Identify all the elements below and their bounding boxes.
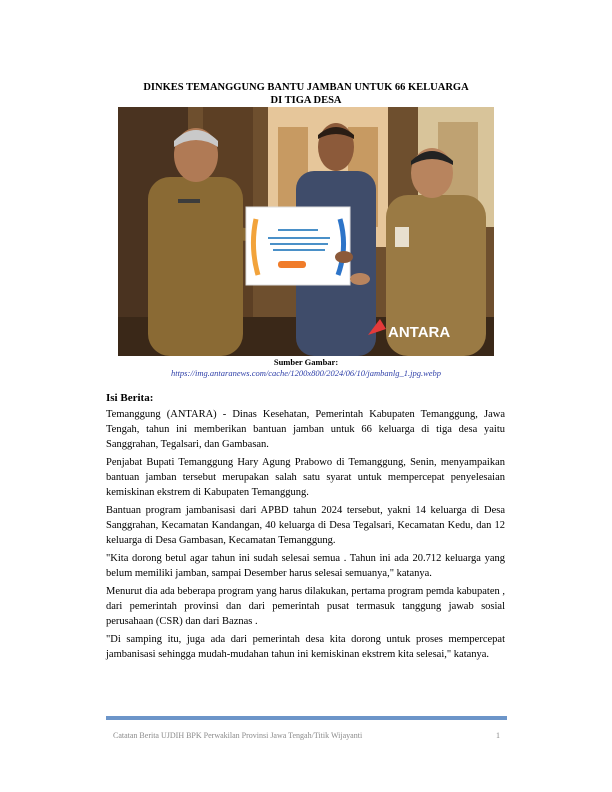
paragraph-3: Bantuan program jambanisasi dari APBD tahun 2024 tersebut, yakni 14 keluarga di Desa Sanggrahan, Kecamatan Kandangan, 40 keluarga di Desa Tegalsari, Kecamatan Kedu, dan 12 keluarga di Desa Gambasan, Kecamatan Temanggung. (106, 505, 505, 546)
article-title (100, 81, 512, 107)
paragraph-4: "Kita dorong betul agar tahun ini sudah selesai semua . Tahun ini ada 20.712 keluarga yang belum memiliki jamban, sampai Desember harus selesai semuanya," katanya. (106, 553, 505, 579)
page-number: 1 (496, 731, 500, 740)
section-label: Isi Berita: (106, 392, 154, 404)
paragraph-1: Temanggung (ANTARA) - Dinas Kesehatan, Pemerintah Kabupaten Temanggung, Jawa Tengah, tahun ini memberikan bantuan jamban untuk 66 keluarga di tiga desa yaitu Sanggrahan, Tegalsari, dan Gambasan. (106, 409, 505, 450)
caption-url-link[interactable]: https://img.antaranews.com/cache/1200x800/2024/06/10/jambanlg_1.jpg.webp (170, 368, 442, 378)
paragraph-2: Penjabat Bupati Temanggung Hary Agung Prabowo di Temanggung, Senin, menyampaikan bantuan jamban tersebut merupakan salah satu syarat untuk mempercepat penyelesaian kemiskinan ekstrem di Kabupaten Temanggung. (106, 457, 505, 498)
svg-text:ANTARA: ANTARA (388, 324, 451, 341)
paragraph-5: Menurut dia ada beberapa program yang harus dilakukan, pertama program pemda kabupaten , dari pemerintah provinsi dan dari pemerintah pusat termasuk tanggung jawab sosial perusahaan (CSR) dan dari Baznas . (106, 586, 505, 627)
footer-text: Catatan Berita UJDIH BPK Perwakilan Provinsi Jawa Tengah/Titik Wijayanti (113, 731, 363, 740)
footer-divider (106, 716, 507, 720)
image-caption (100, 357, 512, 379)
caption-label: Sumber Gambar: (273, 357, 339, 367)
paragraph-6: "Di samping itu, juga ada dari pemerintah desa kita dorong untuk proses mempercepat jambanisasi sehingga mudah-mudahan tahun ini kemiskinan ekstrem kita selesai," katanya. (106, 634, 505, 660)
article-body (106, 407, 505, 665)
news-photo (118, 107, 494, 356)
title-line-2: DI TIGA DESA (270, 95, 342, 106)
title-line-1: DINKES TEMANGGUNG BANTU JAMBAN UNTUK 66 KELUARGA (143, 82, 469, 93)
